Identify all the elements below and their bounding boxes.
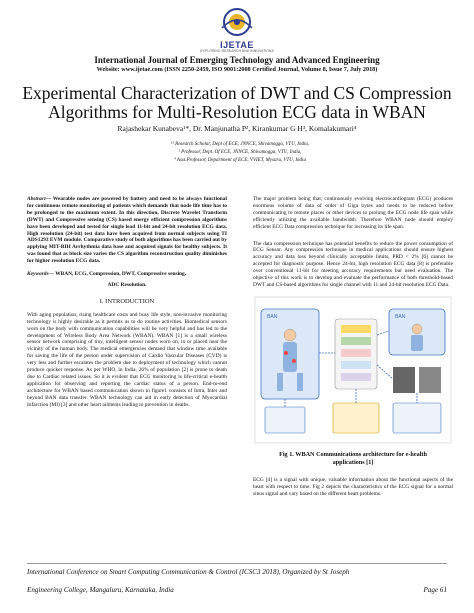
abstract	[27, 196, 227, 265]
footer-venue: Engineering College, Mangaluru, Karnataka, India	[27, 586, 174, 594]
keywords-continued: ADC Resolution.	[107, 281, 147, 288]
person-body-icon	[283, 342, 297, 372]
figure-caption-line-2: applications [1]	[332, 458, 374, 466]
logo-name: IJETAE	[220, 40, 254, 50]
wban-architecture-figure	[253, 295, 453, 445]
left-column	[27, 196, 227, 414]
ban-label-left: BAN	[267, 313, 278, 320]
paper-title	[20, 84, 454, 122]
server-icon	[393, 367, 415, 393]
server-icon	[419, 367, 441, 393]
wban-diagram	[253, 295, 453, 445]
abstract-text: Wearable nodes are powered by battery and need to be always functional for continuous remote monitoring of patients which demands that node life time has to be prolonged to the maximum extent. In this direction, Discrete Wavelet Transform (DWT) and Compressive sensing (CS) based energy efficient compression algorithms have been developed and tested for single lead 11-bit and 24-bit resolution ECG data. High resolution (24-bit) test data have been acquired from normal subjects using TI ADS1293 EVM module. Comparative study of both algorithms has been carried out by applying MIT-BIH Arrhythmia data base and acquired signals for healthy subjects. It was found that as block size varies the CS algorithm reconstruction quality diminishes for higher resolution ECG data.	[27, 196, 227, 265]
title-line-2: Algorithms for Multi-Resolution ECG data in WBAN	[48, 102, 426, 122]
logo-tagline: EXPLORING RESEARCH AND INNOVATIONS	[200, 49, 274, 53]
footer-conference: International Conference on Smart Computing Communication & Control (ICSC3 2018), Organized by St Joseph	[27, 568, 350, 576]
affiliation-3: ⁴ Asst.Professor, Department of ECE, VVIET, Mysuru, VTU, India	[174, 158, 306, 163]
footer-divider	[27, 563, 447, 564]
person-head-icon	[284, 329, 296, 341]
cloud-storage-icon	[333, 403, 379, 433]
affiliation-1: ¹³ Research Scholar, Dept of ECE, JNNCE, Shivamogga, VTU, India,	[170, 142, 310, 147]
monitor-icon	[265, 407, 305, 433]
right-column	[253, 196, 453, 504]
journal-website: Website: www.ijetae.com (ISSN 2250-2459, ISO 9001:2008 Certified Journal, Volume 8, Issue 7, July 2018)	[96, 66, 378, 73]
body-paragraph-3: ECG [4] is a signal with unique, valuable information about the functional aspects of the heart with respect to time. Fig 2 depicts the characteristics of the ECG signal for a normal sinus signal and vary based on the different heart problems.	[253, 476, 453, 497]
affiliation-2: ² Professor, Dept. Of ECE, JNNCE, Shivamogga, VTU, India,	[178, 150, 302, 155]
journal-logo	[200, 4, 274, 52]
keywords	[27, 271, 227, 278]
logo-emblem-icon	[200, 4, 274, 40]
figure-caption-line-1: Fig 1. WBAN Communications architecture for e-health	[279, 450, 427, 458]
body-paragraph-1: The major problem being that, continuously evolving electrocardiogram (ECG) produces enormous volume of data of order of Giga bytes and needs to be reduced before communicating to remote places or other devices to prolong the ECG node life span while efficiently utilizing the available bandwidth. Therefore WBAN node should employ efficient ECG Data compression technique for increasing its life span.	[253, 196, 453, 230]
affiliations	[60, 141, 420, 165]
author-list: Rajashekar Kunabeva¹*, Dr. Manjunatha P², Kirankumar G H³, Komalakumari⁴	[117, 124, 357, 133]
page-number: Page 61	[423, 586, 447, 594]
body-paragraph-2: The data compression technique has potential benefits to reduce the power consumption of ECG Sensor. Any compression technique in medical applications should ensure highest accuracy and data loss beyond clinically acceptable limits, PRD < 2% [6] cannot be accepted for diagnostic purpose. Hence 24-bit, high resolution ECG data [8] is preferable over conventional 11-bit for meeting accuracy requirements but need evaluation. The objective of this work is to develop and evaluate the performance of both threshold-based DWT and CS-based algorithms for single channel with 11 and 24-bit resolution ECG Data.	[253, 240, 453, 288]
ban-label-right: BAN	[395, 313, 406, 320]
journal-name: International Journal of Emerging Technology and Advanced Engineering	[94, 55, 380, 65]
hospital-icon	[393, 403, 441, 433]
intro-paragraph: With aging population, rising healthcare costs and busy life style, non-invasive monitoring technology is highly desirable as it permits us to do routine activities. Biomedical sensors worn on the body with communication capabilities will be very helpful and has led to the development of Wireless Body Area Network (WBAN). WBAN [1] is a small wireless sensor network comprising of tiny, intelligent sensor nodes worn on, in or placed near the vicinity of the human body. The medical emergencies demand that window time available for saving the life of the person under supervision of Cardio Vascular Diseases (CVD) is very less and further escalates the problem due to deployment of technology which cannot produce quicker response. As per WHO, in India, 26% of population [2] is prone to death due to Cardiac related issues. So it is evident that ECG monitoring is life-critical e-health application for observing and reporting the cardiac status of a person. End-to-end architecture for WBAN based communication shown in figure1 consists of Intra, Inter and beyond BAN data transfer. WBAN technology can aid in early detection of Myocardial Infarction (MI) [3] and other heart ailments leading to prevention in deaths.	[27, 311, 227, 408]
figure-caption	[253, 451, 453, 467]
abstract-label: Abstract—	[27, 196, 51, 202]
title-line-1: Experimental Characterization of DWT and CS Compression	[22, 83, 452, 103]
keywords-text: WBAN, ECG, Compression, DWT, Compressive sensing,	[53, 271, 187, 278]
section-heading-introduction: I. INTRODUCTION	[99, 297, 155, 305]
keywords-label: Keywords—	[27, 271, 54, 278]
